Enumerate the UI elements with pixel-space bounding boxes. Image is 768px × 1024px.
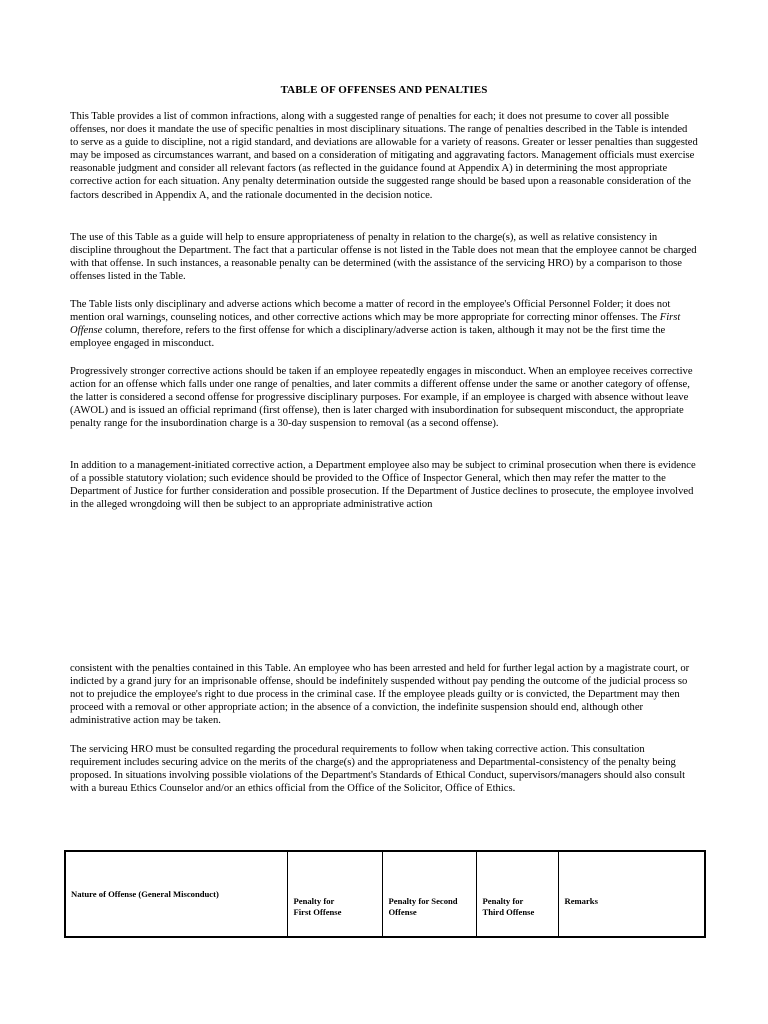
header-penalty-first: Penalty for First Offense — [287, 852, 382, 936]
header-penalty-second: Penalty for Second Offense — [382, 852, 476, 936]
header-penalty-third: Penalty for Third Offense — [476, 852, 558, 936]
paragraph-criminal-prosecution: In addition to a management-initiated corrective action, a Department employee also may be subject to criminal prosecution when there is evidence of a possible statutory violation; such evidence should be provided to the Office of Inspector General, which then may refer the matter to the Department of Justice for further consideration and possible prosecution. If the Department of Justice declines to prosecute, the employee involved in the alleged wrongdoing will then be subject to an appropriate administrative action — [70, 460, 696, 511]
header-nature-of-offense: Nature of Offense (General Misconduct) — [71, 888, 219, 899]
paragraph-record-actions — [70, 298, 698, 350]
paragraph-use-of-table: The use of this Table as a guide will help to ensure appropriateness of penalty in relation to the charge(s), as well as relative consistency in discipline throughout the Department. The fact that a particular offense is not listed in the Table does not mean that the employee cannot be charged with that offense. In such instances, a reasonable penalty can be determined (with the assistance of the servicing HRO) by a comparison to those offenses listed in the Table. — [70, 232, 697, 283]
paragraph-intro: This Table provides a list of common infractions, along with a suggested range of penalties for each; it does not presume to cover all possible offenses, nor does it mandate the use of specific penalties in most disciplinary situations. The range of penalties described in the Table is intended to serve as a guide to discipline, not a rigid standard, and deviations are allowable for a variety of reasons. Greater or lesser penalties than suggested may be imposed as circumstances warrant, and based on a consideration of mitigating and aggravating factors. Management officials must exercise reasonable judgment and consider all relevant factors (as reflected in the guidance found at Appendix A) in determining the most appropriate corrective action for each situation. Any penalty determination outside the suggested range should be based upon a reasonable consideration of the factors described in Appendix A, and the rationale documented in the decision notice. — [70, 111, 698, 201]
table-header-row — [66, 852, 704, 936]
header-remarks: Remarks — [558, 852, 704, 936]
paragraph-criminal-prosecution-continued: consistent with the penalties contained in this Table. An employee who has been arrested and held for further legal action by a magistrate court, or indicted by a grand jury for an imprisonable offense, should be indefinitely suspended without pay pending the outcome of the judicial process so not to prejudice the employee's right to due process in the criminal case. If the employee pleads guilty or is convicted, the Department may then proceed with a removal or other appropriate action; in the absence of a conviction, the indefinite suspension should end, although other administrative action may be taken. — [70, 663, 690, 727]
first-offense-italic: First Offense — [70, 312, 681, 337]
paragraph-hro-consultation: The servicing HRO must be consulted regarding the procedural requirements to follow when taking corrective action. This consultation requirement includes securing advice on the merits of the charge(s) and the appropriateness and Departmental-consistency of the penalty being proposed. In situations involving possible violations of the Department's Standards of Ethical Conduct, supervisors/managers should also consult with a bureau Ethics Counselor and/or an ethics official from the Office of the Solicitor, Office of Ethics. — [70, 744, 686, 795]
paragraph-progressive-actions: Progressively stronger corrective actions should be taken if an employee repeatedly engages in misconduct. When an employee receives corrective action for an offense which falls under one range of penalties, and later commits a different offense under the same or another category of offense, the latter is considered a second offense for progressive disciplinary purposes. For example, if an employee is charged with absence without leave (AWOL) and is issued an official reprimand (first offense), then is later charged with insubordination for subsequent misconduct, the appropriate penalty range for the insubordination charge is a 30-day suspension to removal (as a second offense). — [70, 366, 693, 430]
offense-table-container — [64, 850, 706, 938]
offense-table — [66, 852, 704, 936]
document-title: TABLE OF OFFENSES AND PENALTIES — [280, 84, 488, 96]
paragraph-record-actions-text-1: The Table lists only disciplinary and adverse actions which become a matter of record in the employee's Official Personnel Folder; it does not mention oral warnings, counseling notices, and other corrective actions which may be more appropriate for correcting minor offenses. The — [70, 299, 671, 324]
paragraph-record-actions-text-2: column, therefore, refers to the first offense for which a disciplinary/adverse action is taken, although it may not be the first time the employee engaged in misconduct. — [70, 325, 666, 350]
